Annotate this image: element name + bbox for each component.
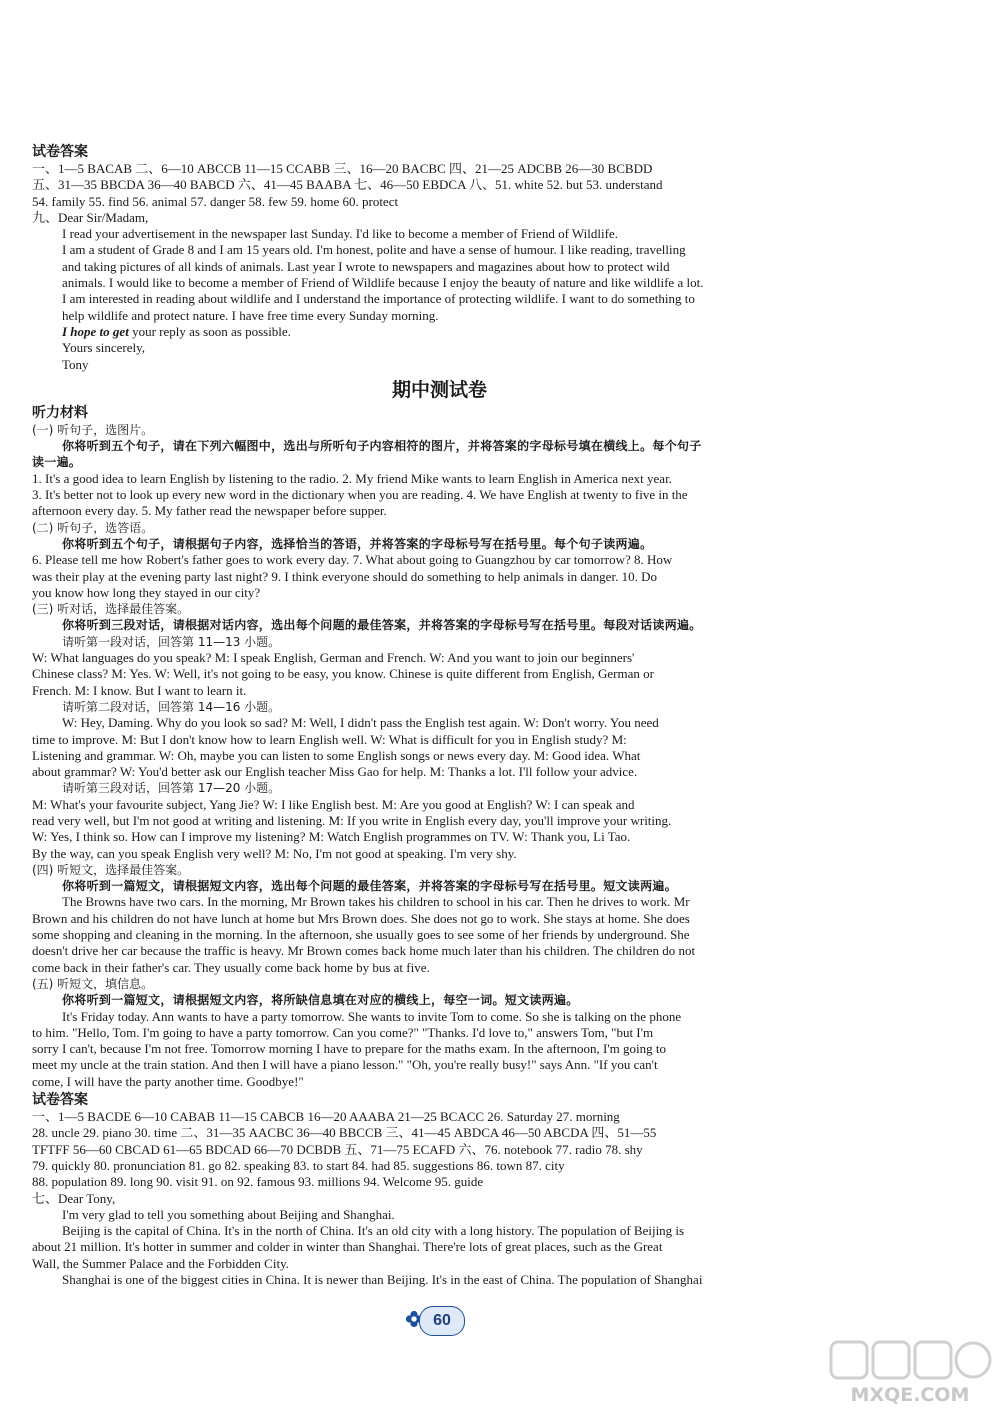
dialogue-line: W: Yes, I think so. How can I improve my listening? M: Watch English programmes on TV. W: Thank you, Li Tao.	[32, 829, 631, 845]
letter-signature: Tony	[62, 356, 89, 372]
passage-line: The Browns have two cars. In the morning, Mr Brown takes his children to school in his car. Then he drives to work. Mr	[62, 894, 690, 910]
answer-line: 五、31—35 BBCDA 36—40 BABCD 六、41—45 BAABA 七、46—50 EBDCA 八、51. white 52. but 53. understand	[32, 177, 663, 193]
dialogue-line: French. M: I know. But I want to learn it.	[32, 682, 247, 698]
passage-line: doesn't drive her car because the traffic is heavy. Mr Brown comes back home much later than his children. The children do not	[32, 943, 696, 959]
part3-head: (三) 听对话，选择最佳答案。	[32, 602, 190, 617]
answer-line: 54. family 55. find 56. animal 57. danger 58. few 59. home 60. protect	[32, 193, 399, 209]
dialogue3-head: 请听第三段对话，回答第 17—20 小题。	[62, 781, 281, 796]
listening-heading: 听力材料	[32, 404, 88, 421]
listening-line: afternoon every day. 5. My father read the newspaper before supper.	[32, 503, 387, 519]
part4-head: (四) 听短文，选择最佳答案。	[32, 862, 190, 877]
answers-heading-1: 试卷答案	[32, 144, 88, 160]
letter-line: Beijing is the capital of China. It's in the north of China. It's an old city with a long history. The population of Beijing is	[62, 1223, 685, 1239]
dialogue-line: about grammar? W: You'd better ask our English teacher Miss Gao for help. M: Thanks a lot. I'll follow your advice.	[32, 764, 638, 780]
watermark-logo-icon	[825, 1338, 995, 1384]
letter-line: I am interested in reading about wildlife and I understand the importance of protecting wildlife. I want to do something to	[62, 291, 695, 307]
part1-instruction-cont: 读一遍。	[32, 455, 82, 470]
letter-line: I read your advertisement in the newspaper last Sunday. I'd like to become a member of Friend of Wildlife.	[62, 226, 618, 242]
answer-line: 28. uncle 29. piano 30. time 二、31—35 AACBC 36—40 BBCCB 三、41—45 ABDCA 46—50 ABCDA 四、51—55	[32, 1125, 657, 1141]
letter-line: Shanghai is one of the biggest cities in China. It is newer than Beijing. It's in the east of China. The population of Shanghai	[62, 1272, 703, 1287]
listening-line: 6. Please tell me how Robert's father goes to work every day. 7. What about going to Guangzhou by car tomorrow? 8. How	[32, 552, 673, 568]
dialogue-line: read very well, but I'm not good at writing and listening. M: If you write in English every day, you'll improve your writing.	[32, 812, 672, 828]
letter-line: and taking pictures of all kinds of animals. Last year I wrote to newspapers and magazines about how to protect wild	[62, 258, 670, 274]
passage-line: sorry I can't, because I'm not free. Tomorrow morning I have to prepare for the maths exam. In the afternoon, I'm going to	[32, 1041, 667, 1057]
listening-line: 1. It's a good idea to learn English by listening to the radio. 2. My friend Mike wants to learn English in America next year.	[32, 470, 672, 486]
letter-closing: Yours sincerely,	[62, 340, 146, 356]
answer-line: 88. population 89. long 90. visit 91. on 92. famous 93. millions 94. Welcome 95. guide	[32, 1174, 484, 1190]
passage-line: come back in their father's car. They usually come back home by bus at five.	[32, 959, 430, 975]
answer-line: 79. quickly 80. pronunciation 81. go 82. speaking 83. to start 84. had 85. suggestions 86. town 87. city	[32, 1157, 565, 1173]
letter-line: I am a student of Grade 8 and I am 15 years old. I'm honest, polite and have a sense of humour. I like reading, travelling	[62, 242, 686, 258]
dialogue-line: W: What languages do you speak? M: I speak English, German and French. W: And you want to join our beginners'	[32, 650, 635, 666]
letter-line-hope	[32, 324, 847, 340]
passage-line: to him. "Hello, Tom. I'm going to have a party tomorrow. Can you come?" "Thanks. I'd love to," answers Tom, "but I'm	[32, 1024, 654, 1040]
part1-head: (一) 听句子，选图片。	[32, 422, 154, 437]
listening-line: was their play at the evening party last night? 9. I think everyone should do something to help animals in danger. 10. Do	[32, 568, 657, 584]
part5-head: (五) 听短文，填信息。	[32, 976, 154, 991]
watermark-url: MXQE.COM	[850, 1384, 970, 1406]
answers-heading-2: 试卷答案	[32, 1092, 88, 1109]
answer-line: TFTFF 56—60 CBCAD 61—65 BDCAD 66—70 DCBDB 五、71—75 ECAFD 六、76. notebook 77. radio 78. shy	[32, 1141, 643, 1157]
dialogue2-head: 请听第二段对话，回答第 14—16 小题。	[62, 699, 281, 714]
part2-head: (二) 听句子，选答语。	[32, 520, 154, 535]
page-title: 期中测试卷	[391, 378, 487, 401]
part2-instruction: 你将听到五个句子，请根据句子内容，选择恰当的答语，并将答案的字母标号写在括号里。每个句子读两遍。	[62, 536, 653, 551]
passage-line: Brown and his children do not have lunch at home but Mrs Brown does. She does not go to work. She stays at home. She does	[32, 910, 690, 926]
dialogue-line: M: What's your favourite subject, Yang Jie? W: I like English best. M: Are you good at English? W: I can speak and	[32, 796, 635, 812]
passage-line: meet my uncle at the train station. And then I will have a piano lesson." "Oh, you're really busy!" says Ann. "If you can't	[32, 1057, 658, 1073]
dialogue-line: Listening and grammar. W: Oh, maybe you can listen to some English songs or news every day. M: Good idea. What	[32, 747, 641, 763]
answer-line: 一、1—5 BACAB 二、6—10 ABCCB 11—15 CCABB 三、16—20 BACBC 四、21—25 ADCBB 26—30 BCBDD	[32, 161, 653, 176]
page-number-badge	[405, 1304, 475, 1338]
letter-line: I'm very glad to tell you something about Beijing and Shanghai.	[62, 1206, 395, 1222]
letter-salutation: 九、Dear Sir/Madam,	[32, 209, 149, 225]
letter-line: about 21 million. It's hotter in summer and colder in winter than Shanghai. There're lots of great places, such as the Great	[32, 1239, 663, 1255]
dialogue-line: Chinese class? M: Yes. W: Well, it's not going to be easy, you know. Chinese is quite different from English, German or	[32, 666, 654, 682]
listening-line: 3. It's better not to look up every new word in the dictionary when you are reading. 4. We have English at twenty to five in the	[32, 487, 688, 503]
part5-instruction: 你将听到一篇短文，请根据短文内容，将所缺信息填在对应的横线上，每空一词。短文读两遍。	[62, 993, 579, 1008]
dialogue1-head: 请听第一段对话，回答第 11—13 小题。	[62, 634, 281, 649]
dialogue-line: W: Hey, Daming. Why do you look so sad? M: Well, I didn't pass the English test again. W: Don't worry. You need	[62, 715, 659, 731]
passage-line: some shopping and cleaning in the morning. In the afternoon, she usually goes to see some of her friends by underground. She	[32, 927, 690, 943]
hope-phrase: I hope to get	[62, 323, 129, 339]
answer-line: 一、1—5 BACDE 6—10 CABAB 11—15 CABCB 16—20 AAABA 21—25 BCACC 26. Saturday 27. morning	[32, 1109, 620, 1125]
letter-line: Wall, the Summer Palace and the Forbidden City.	[32, 1255, 289, 1271]
letter-line: help wildlife and protect nature. I have free time every Sunday morning.	[62, 307, 439, 323]
passage-line: It's Friday today. Ann wants to have a party tomorrow. She wants to invite Tom to come. So she is talking on the phone	[62, 1008, 682, 1024]
letter-salutation: 七、Dear Tony,	[32, 1190, 116, 1206]
part4-instruction: 你将听到一篇短文，请根据短文内容，选出每个问题的最佳答案，并将答案的字母标号写在括号里。短文读两遍。	[62, 879, 678, 894]
watermark	[825, 1338, 995, 1408]
letter-line: animals. I would like to become a member of Friend of Wildlife because I enjoy the beauty of nature and like wildlife a lot.	[62, 275, 704, 291]
listening-line: you know how long they stayed in our city?	[32, 584, 261, 600]
page-content	[32, 142, 847, 1288]
page-number: 60	[419, 1306, 465, 1336]
part1-instruction: 你将听到五个句子，请在下列六幅图中，选出与所听句子内容相符的图片，并将答案的字母标号填在横线上。每个句子	[62, 439, 702, 454]
hope-rest: your reply as soon as possible.	[128, 323, 291, 339]
dialogue-line: By the way, can you speak English very well? M: No, I'm not good at speaking. I'm very shy.	[32, 845, 517, 861]
passage-line: come, I will have the party another time. Goodbye!"	[32, 1073, 304, 1089]
part3-instruction: 你将听到三段对话，请根据对话内容，选出每个问题的最佳答案，并将答案的字母标号写在括号里。每段对话读两遍。	[62, 618, 702, 633]
dialogue-line: time to improve. M: But I don't know how to learn English well. W: What is difficult for you in English study? M:	[32, 731, 627, 747]
